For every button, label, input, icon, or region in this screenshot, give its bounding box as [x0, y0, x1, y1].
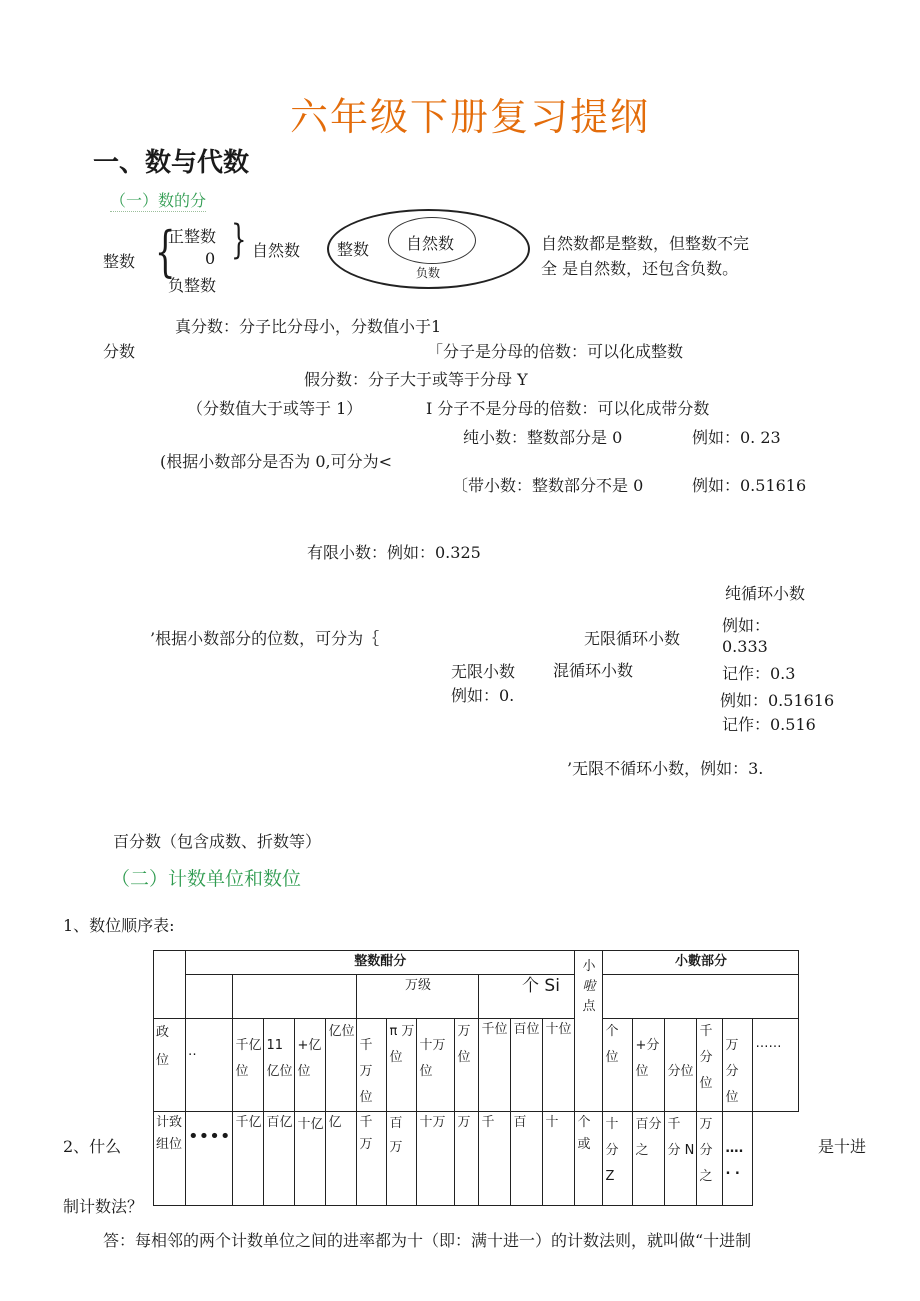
digit-cell: 亿位 — [326, 1019, 357, 1112]
digit-cell: 千亿位 — [233, 1019, 264, 1112]
unit-cell: 百亿 — [264, 1112, 295, 1206]
row-header-digit: 政 位 — [154, 1019, 186, 1112]
digit-cell: 万分位 — [723, 1019, 753, 1112]
pure-recurring-example-value: 0.333 — [722, 637, 768, 656]
unit-cell: 十分 Z — [603, 1112, 633, 1206]
mixed-recurring-decimal: 混循环小数 — [553, 661, 634, 680]
table-blank-cell — [233, 975, 357, 1019]
improper-fraction: 假分数：分子大于或等于分母 Y — [304, 370, 528, 389]
unit-cell: 十万 — [417, 1112, 455, 1206]
digit-cell: 千 分位 — [697, 1019, 723, 1112]
pure-recurring-notation: 记作：0.3 — [722, 664, 796, 683]
unit-cell: 万 — [455, 1112, 479, 1206]
table-blank-cell — [603, 975, 799, 1019]
decimal-point-header: 小 啦 点 — [575, 951, 603, 1112]
integer-part-header: 整数酣分 — [186, 951, 575, 975]
page-title: 六年级下册复习提纲 — [290, 95, 651, 139]
fraction-not-multiple: I 分子不是分母的倍数：可以化成带分数 — [426, 399, 710, 418]
digit-cell: 十位 — [543, 1019, 575, 1112]
unit-cell: 亿 — [326, 1112, 357, 1206]
table-corner — [154, 951, 186, 1019]
unit-cell: 百万 — [387, 1112, 417, 1206]
unit-cell: 个或 — [575, 1112, 603, 1206]
decimal-by-digits: ’根据小数部分的位数，可分为｛ — [150, 629, 380, 648]
mixed-recurring-notation: 记作：0.516 — [722, 715, 816, 734]
answer-text: 答：每相邻的两个计数单位之间的进率都为十（即：满十进一）的计数法则，就叫做“十进制 — [103, 1231, 752, 1250]
digit-cell: 分位 — [665, 1019, 697, 1112]
section-heading-number-algebra: 一、数与代数 — [93, 148, 250, 178]
percent-note: 百分数（包含成数、折数等） — [113, 832, 322, 851]
digit-cell: 万位 — [455, 1019, 479, 1112]
question-2-suffix: 是十进 — [818, 1137, 867, 1156]
infinite-decimal-example: 例如：0. — [451, 686, 515, 705]
subsection-number-classification: （一）数的分 — [110, 188, 206, 212]
mixed-recurring-example: 例如：0.51616 — [720, 691, 835, 710]
infinite-decimal: 无限小数 — [451, 662, 516, 681]
unit-cell: •••• — [186, 1112, 233, 1206]
natural-number-label: 自然数 — [252, 241, 301, 260]
decimal-part-header: 小數部分 — [603, 951, 799, 975]
mixed-decimal-example: 例如：0.51616 — [692, 476, 807, 495]
unit-cell: 百分之 — [633, 1112, 665, 1206]
table-blank-cell — [186, 975, 233, 1019]
digit-cell: ‥ — [186, 1019, 233, 1112]
unit-cell: 千 — [479, 1112, 511, 1206]
digit-cell: 千万位 — [357, 1019, 387, 1112]
question-1: 1、数位顺序表: — [63, 916, 175, 935]
digit-cell: 个 位 — [603, 1019, 633, 1112]
unit-cell: 十亿 — [295, 1112, 326, 1206]
integer-note-line-2: 全 是自然数，还包含负数。 — [541, 259, 739, 278]
question-2-line-2: 制计数法？ — [63, 1197, 144, 1216]
integer-note-line-1: 自然数都是整数，但整数不完 — [541, 234, 750, 253]
unit-cell: …. . . — [723, 1112, 753, 1206]
left-brace-icon: { — [154, 220, 176, 283]
digit-cell: +分位 — [633, 1019, 665, 1112]
proper-fraction: 真分数：分子比分母小，分数值小于1 — [175, 317, 442, 336]
digit-cell: π 万位 — [387, 1019, 417, 1112]
diagram-integer-label: 整数 — [337, 240, 370, 259]
unit-cell: 千 分 N — [665, 1112, 697, 1206]
digit-cell: 11 亿位 — [264, 1019, 295, 1112]
mixed-decimal: 〔带小数：整数部分不是 0 — [452, 476, 644, 495]
right-brace-icon: } — [231, 217, 247, 263]
diagram-natural-label: 自然数 — [406, 234, 455, 253]
question-2-prefix: 2、什么 — [63, 1137, 122, 1156]
digit-cell: 千位 — [479, 1019, 511, 1112]
integer-label: 整数 — [103, 252, 136, 271]
fraction-multiple: 「分子是分母的倍数：可以化成整数 — [427, 342, 684, 361]
pure-recurring-example-label: 例如： — [722, 616, 771, 635]
unit-cell: 十 — [543, 1112, 575, 1206]
diagram-negative-label: 负数 — [416, 266, 441, 280]
digit-cell: +亿位 — [295, 1019, 326, 1112]
pure-recurring-decimal: 纯循环小数 — [725, 584, 806, 603]
improper-fraction-note: （分数值大于或等于 1） — [187, 399, 363, 418]
subsection-counting-units: （二）计数单位和数位 — [111, 868, 302, 890]
pure-decimal: 纯小数：整数部分是 0 — [463, 428, 623, 447]
digit-order-table — [153, 950, 799, 1206]
row-header-counting-unit: 计致 组位 — [154, 1112, 186, 1206]
pure-decimal-example: 例如：0. 23 — [692, 428, 781, 447]
digit-cell: …… — [753, 1019, 799, 1112]
unit-cell: 万分之 — [697, 1112, 723, 1206]
positive-integer: 正整数 — [168, 227, 217, 246]
negative-integer: 负整数 — [168, 276, 217, 295]
unit-cell: 千亿 — [233, 1112, 264, 1206]
zero: 0 — [205, 249, 216, 268]
unit-cell: 百 — [511, 1112, 543, 1206]
ge-level-header: 个 Si — [479, 975, 603, 1019]
decimal-by-zero: (根据小数部分是否为 0,可分为< — [160, 452, 393, 471]
finite-decimal: 有限小数：例如：0.325 — [307, 543, 481, 562]
non-recurring-decimal: ’无限不循环小数，例如：3. — [567, 759, 764, 778]
unit-cell: 千万 — [357, 1112, 387, 1206]
digit-cell: 百位 — [511, 1019, 543, 1112]
digit-cell: 十万位 — [417, 1019, 455, 1112]
wan-level-header: 万级 — [357, 975, 479, 1019]
infinite-recurring-decimal: 无限循环小数 — [584, 629, 681, 648]
fraction-label: 分数 — [103, 342, 136, 361]
